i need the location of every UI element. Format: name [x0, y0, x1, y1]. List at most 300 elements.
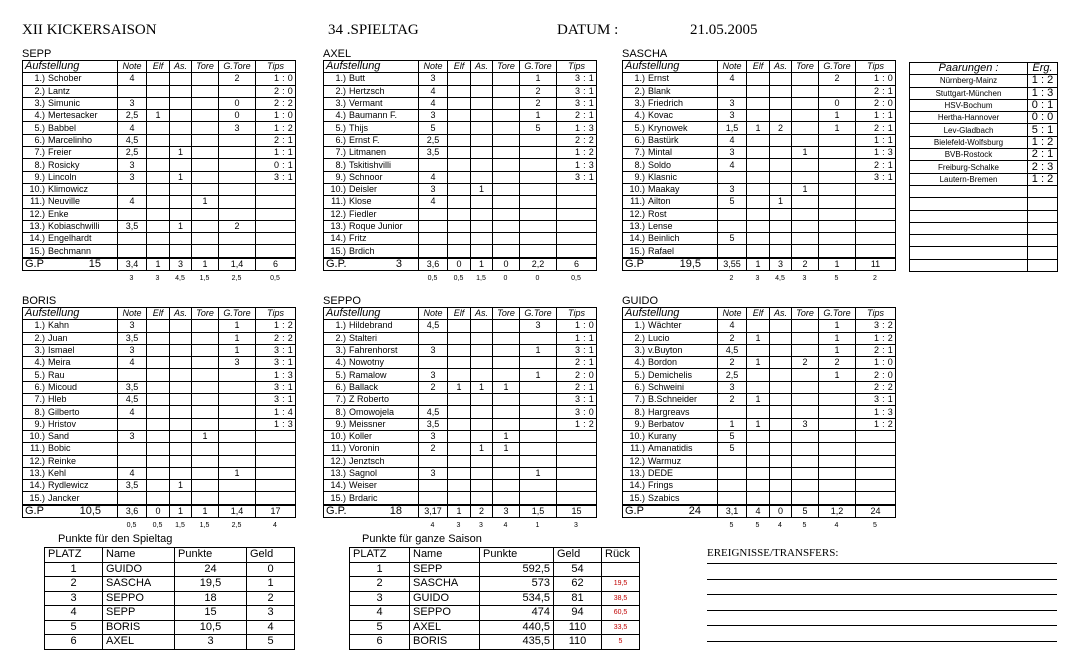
- player-note: 3: [419, 430, 448, 442]
- player-gtore: [819, 171, 856, 183]
- player-as: [471, 147, 493, 159]
- player-number: 10.): [629, 431, 645, 442]
- events-line: [707, 610, 1057, 611]
- standings-geld: 0: [247, 562, 295, 577]
- player-as: [770, 73, 792, 85]
- player-cell: [623, 369, 718, 381]
- player-tip: [856, 492, 896, 505]
- player-gtore: [520, 455, 557, 467]
- player-number: 4.): [34, 110, 45, 121]
- player-gtore: [219, 183, 256, 195]
- pairing-name: BVB-Rostock: [910, 149, 1028, 161]
- player-number: 13.): [629, 468, 645, 478]
- player-elf: [147, 233, 170, 245]
- player-tore: [493, 208, 520, 220]
- player-tip: 3 : 1: [557, 344, 597, 356]
- player-elf: [147, 430, 170, 442]
- player-row: [324, 208, 597, 220]
- player-gtore: 1: [819, 320, 856, 332]
- player-cell: [623, 320, 718, 332]
- player-elf: [448, 406, 471, 418]
- standings-punkte: 573: [480, 577, 554, 592]
- player-gtore: 1: [219, 467, 256, 479]
- points-breakdown-value: 0: [503, 275, 508, 283]
- player-gtore: [219, 245, 256, 258]
- standings-rueck: [602, 562, 640, 577]
- player-elf: [747, 183, 770, 195]
- player-number: 14.): [29, 233, 45, 244]
- player-cell: [324, 85, 419, 97]
- player-row: [23, 381, 296, 393]
- player-note: [118, 233, 147, 245]
- player-as: [770, 171, 792, 183]
- player-row: [623, 147, 896, 159]
- player-tip: 3 : 1: [557, 171, 597, 183]
- standings-punkte: 24: [175, 562, 247, 577]
- events-line: [707, 563, 1057, 564]
- player-as: [471, 430, 493, 442]
- player-row: [324, 97, 597, 109]
- points-breakdown-value: 5: [873, 522, 877, 530]
- player-tip: [256, 183, 296, 195]
- player-cell: [623, 220, 718, 232]
- player-elf: [147, 147, 170, 159]
- standings-platz: 3: [45, 591, 103, 606]
- player-number: 4.): [634, 357, 645, 368]
- standings-punkte: 19,5: [175, 577, 247, 592]
- player-tip: 1 : 2: [856, 418, 896, 430]
- player-as: [471, 110, 493, 122]
- player-row: [324, 467, 597, 479]
- player-row: [23, 122, 296, 134]
- player-tore: [192, 406, 219, 418]
- col-header-tips: Tips: [856, 61, 896, 73]
- points-breakdown-value: 3: [155, 275, 160, 283]
- standings-row: [350, 562, 640, 577]
- standings-row: [45, 620, 295, 635]
- points-breakdown-value: 1,5: [199, 522, 210, 530]
- player-number: 3.): [34, 345, 45, 356]
- player-as: [471, 220, 493, 232]
- pairing-row-empty: [910, 235, 1058, 247]
- player-as: [170, 233, 192, 245]
- player-cell: [623, 97, 718, 109]
- player-as: [170, 85, 192, 97]
- player-row: [324, 455, 597, 467]
- player-number: 2.): [335, 332, 346, 343]
- player-tore: 3: [792, 418, 819, 430]
- col-header-elf: Elf: [448, 61, 471, 73]
- player-note: 3: [419, 73, 448, 85]
- player-tip: [256, 492, 296, 505]
- player-gtore: [520, 394, 557, 406]
- col-header-note: Note: [718, 61, 747, 73]
- total-elf: 4: [747, 505, 770, 518]
- col-header-note: Note: [419, 308, 448, 320]
- player-tore: [493, 97, 520, 109]
- player-row: [324, 245, 597, 258]
- player-as: [170, 455, 192, 467]
- player-number: 9.): [634, 171, 645, 182]
- player-row: [623, 134, 896, 146]
- player-cell: [623, 492, 718, 505]
- player-elf: [747, 97, 770, 109]
- player-name: Brdaric: [349, 492, 378, 503]
- standings-header: Punkte: [480, 548, 554, 563]
- player-tip: 1 : 0: [856, 357, 896, 369]
- col-header-gtore: G.Tore: [520, 61, 557, 73]
- player-cell: [324, 443, 419, 455]
- player-as: [770, 406, 792, 418]
- player-tip: [557, 480, 597, 492]
- player-row: [623, 183, 896, 195]
- date-label: DATUM :: [557, 22, 619, 38]
- standings-header: Punkte: [175, 548, 247, 563]
- player-number: 3.): [34, 98, 45, 109]
- player-elf: [747, 134, 770, 146]
- player-tip: 1 : 3: [856, 406, 896, 418]
- player-gtore: [819, 183, 856, 195]
- total-as: 1: [170, 505, 192, 518]
- gp-label: G.P: [25, 257, 44, 270]
- player-number: 1.): [34, 320, 45, 331]
- player-tore: [493, 369, 520, 381]
- player-cell: [23, 480, 118, 492]
- player-cell: [324, 147, 419, 159]
- player-cell: [623, 430, 718, 442]
- player-name: Marcelinho: [48, 134, 93, 145]
- player-row: [324, 443, 597, 455]
- player-tip: [557, 492, 597, 505]
- player-gtore: 2: [819, 357, 856, 369]
- player-note: 2: [419, 381, 448, 393]
- player-tore: [493, 492, 520, 505]
- gp-cell: [23, 505, 118, 518]
- standings-punkte: 15: [175, 606, 247, 621]
- points-breakdown: [418, 275, 596, 282]
- player-row: [324, 381, 597, 393]
- player-gtore: 1: [520, 467, 557, 479]
- player-as: [170, 492, 192, 505]
- standings-header: Name: [410, 548, 480, 563]
- player-name: DEDE: [648, 468, 674, 478]
- player-tip: 3 : 1: [856, 394, 896, 406]
- points-breakdown-value: 0,5: [571, 275, 581, 283]
- player-row: [623, 320, 896, 332]
- player-elf: [747, 245, 770, 258]
- player-gtore: 2: [219, 220, 256, 232]
- player-tore: [792, 492, 819, 505]
- player-number: 4.): [34, 357, 45, 368]
- player-elf: [147, 480, 170, 492]
- player-tore: [493, 220, 520, 232]
- player-name: Bechmann: [48, 245, 92, 256]
- player-gtore: 0: [819, 97, 856, 109]
- player-gtore: 2: [520, 85, 557, 97]
- player-as: [770, 97, 792, 109]
- player-number: 14.): [629, 480, 645, 491]
- player-number: 11.): [630, 196, 645, 207]
- player-row: [324, 430, 597, 442]
- standings-header: Name: [103, 548, 175, 563]
- player-note: [419, 159, 448, 171]
- player-elf: [448, 369, 471, 381]
- points-breakdown-value: 0,5: [270, 275, 280, 283]
- player-row: [23, 159, 296, 171]
- player-tip: [256, 196, 296, 208]
- player-as: [471, 344, 493, 356]
- player-gtore: [520, 196, 557, 208]
- player-tore: [792, 443, 819, 455]
- player-cell: [623, 418, 718, 430]
- player-row: [324, 492, 597, 505]
- player-tore: [192, 147, 219, 159]
- player-tip: 1 : 4: [256, 406, 296, 418]
- player-note: 4: [118, 406, 147, 418]
- player-note: [718, 467, 747, 479]
- standings-geld: 4: [247, 620, 295, 635]
- player-gtore: 1: [219, 344, 256, 356]
- player-row: [623, 208, 896, 220]
- standings-name: SEPPO: [410, 606, 480, 621]
- player-gtore: [219, 455, 256, 467]
- player-elf: [147, 159, 170, 171]
- player-tore: [192, 394, 219, 406]
- player-cell: [623, 357, 718, 369]
- player-number: 1.): [335, 73, 346, 84]
- player-note: 1,5: [718, 122, 747, 134]
- standings-name: SEPP: [103, 606, 175, 621]
- player-cell: [623, 455, 718, 467]
- team-lineup-table: [323, 60, 597, 271]
- player-tip: 2 : 0: [856, 97, 896, 109]
- player-as: [170, 110, 192, 122]
- col-header-tips: Tips: [856, 308, 896, 320]
- player-tip: 1 : 1: [256, 147, 296, 159]
- col-header-gtore: G.Tore: [819, 308, 856, 320]
- player-row: [623, 406, 896, 418]
- col-header-note: Note: [118, 61, 147, 73]
- player-note: 3: [718, 97, 747, 109]
- player-tore: [192, 110, 219, 122]
- player-note: 2: [718, 394, 747, 406]
- player-row: [23, 220, 296, 232]
- player-cell: [23, 147, 118, 159]
- player-name: Schweini: [648, 381, 685, 392]
- player-note: [718, 480, 747, 492]
- pairing-result: 2 : 1: [1028, 149, 1058, 161]
- player-gtore: [219, 406, 256, 418]
- player-cell: [23, 332, 118, 344]
- player-cell: [324, 159, 419, 171]
- player-gtore: 0: [219, 97, 256, 109]
- gp-label: G.P.: [326, 257, 347, 270]
- player-as: [471, 85, 493, 97]
- player-number: 3.): [335, 345, 346, 356]
- player-name: Fahrenhorst: [349, 345, 398, 356]
- pairing-name: HSV-Bochum: [910, 99, 1028, 111]
- player-elf: [147, 97, 170, 109]
- standings-rueck: 19,5: [602, 577, 640, 592]
- pairing-row-empty: [910, 185, 1058, 197]
- points-breakdown: [117, 275, 295, 282]
- player-row: [324, 73, 597, 85]
- points-breakdown-value: 5: [802, 522, 807, 530]
- player-elf: [448, 443, 471, 455]
- player-gtore: [219, 147, 256, 159]
- player-tore: 1: [493, 381, 520, 393]
- player-name: Ernst: [648, 73, 670, 84]
- player-note: 4,5: [118, 134, 147, 146]
- player-name: Hertzsch: [349, 85, 385, 96]
- player-cell: [23, 159, 118, 171]
- player-as: [471, 455, 493, 467]
- player-as: [770, 357, 792, 369]
- gp-cell: [623, 505, 718, 518]
- player-cell: [324, 406, 419, 418]
- player-elf: [448, 332, 471, 344]
- player-gtore: 1: [520, 110, 557, 122]
- player-name: Freier: [48, 147, 72, 158]
- player-as: [170, 467, 192, 479]
- player-number: 12.): [629, 208, 645, 219]
- standings-geld: 1: [247, 577, 295, 592]
- pairing-name: Freiburg-Schalke: [910, 161, 1028, 173]
- player-note: [718, 406, 747, 418]
- player-number: 11.): [331, 443, 346, 454]
- matchday-standings-table: [44, 547, 295, 650]
- total-elf: 0: [448, 258, 471, 271]
- player-as: [471, 97, 493, 109]
- player-cell: [23, 97, 118, 109]
- standings-name: SASCHA: [103, 577, 175, 592]
- col-header-tips: Tips: [256, 308, 296, 320]
- player-as: [770, 430, 792, 442]
- gp-label: G.P.: [326, 504, 347, 517]
- player-gtore: [819, 147, 856, 159]
- player-gtore: 0: [219, 110, 256, 122]
- points-breakdown-value: 3: [456, 522, 461, 530]
- player-tore: [192, 183, 219, 195]
- player-cell: [324, 381, 419, 393]
- player-as: [770, 455, 792, 467]
- standings-geld: 94: [554, 606, 602, 621]
- standings-geld: 5: [247, 635, 295, 650]
- player-number: 8.): [634, 159, 645, 170]
- pairing-name: Bielefeld-Wolfsburg: [910, 136, 1028, 148]
- player-gtore: 3: [219, 357, 256, 369]
- total-as: 0: [770, 505, 792, 518]
- player-cell: [623, 147, 718, 159]
- total-as: 1: [471, 258, 493, 271]
- col-header-tips: Tips: [557, 308, 597, 320]
- player-gtore: [219, 134, 256, 146]
- player-note: 4: [118, 73, 147, 85]
- player-name: Fiedler: [349, 208, 377, 219]
- player-elf: [448, 430, 471, 442]
- player-tip: [856, 208, 896, 220]
- player-row: [623, 467, 896, 479]
- player-number: 14.): [629, 233, 645, 244]
- player-cell: [23, 122, 118, 134]
- player-cell: [324, 357, 419, 369]
- player-gtore: 1: [520, 344, 557, 356]
- player-note: [419, 480, 448, 492]
- player-gtore: [219, 171, 256, 183]
- player-cell: [623, 245, 718, 258]
- player-name: Deisler: [349, 184, 378, 195]
- player-tore: [192, 159, 219, 171]
- player-name: Hargreavs: [648, 406, 690, 417]
- points-breakdown-value: 0: [535, 275, 540, 283]
- col-header-gtore: G.Tore: [520, 308, 557, 320]
- player-tore: [792, 110, 819, 122]
- player-as: [471, 492, 493, 505]
- player-number: 12.): [29, 455, 45, 466]
- player-name: Thijs: [349, 122, 369, 133]
- points-breakdown-value: 3: [574, 522, 578, 530]
- col-header-as: As.: [170, 308, 192, 320]
- player-number: 11.): [630, 443, 645, 454]
- col-header-as: As.: [471, 61, 493, 73]
- gp-label: G.P: [25, 504, 44, 517]
- player-row: [623, 381, 896, 393]
- player-row: [623, 159, 896, 171]
- player-tip: 2 : 0: [557, 369, 597, 381]
- player-as: 1: [170, 171, 192, 183]
- pairing-result: [1028, 247, 1058, 259]
- pairing-result: 1 : 3: [1028, 87, 1058, 99]
- player-note: [118, 208, 147, 220]
- points-breakdown-value: 5: [834, 275, 839, 283]
- player-name: Mintal: [648, 147, 673, 158]
- player-tip: [856, 245, 896, 258]
- player-number: 15.): [629, 245, 645, 256]
- player-as: [170, 394, 192, 406]
- player-gtore: 1: [819, 110, 856, 122]
- player-cell: [623, 406, 718, 418]
- player-tore: 1: [192, 196, 219, 208]
- points-breakdown: [717, 275, 895, 282]
- player-as: [770, 320, 792, 332]
- col-header-elf: Elf: [747, 61, 770, 73]
- player-row: [23, 357, 296, 369]
- player-note: 3,5: [118, 381, 147, 393]
- player-tore: [493, 85, 520, 97]
- player-elf: [747, 73, 770, 85]
- player-name: Lantz: [48, 85, 71, 96]
- player-number: 12.): [330, 455, 346, 466]
- player-number: 9.): [634, 418, 645, 429]
- standings-punkte: 592,5: [480, 562, 554, 577]
- gp-value: 18: [389, 504, 402, 517]
- player-cell: [324, 196, 419, 208]
- team-manager-name: SEPPO: [323, 295, 361, 307]
- points-breakdown: [717, 522, 895, 529]
- player-tip: 1 : 2: [856, 332, 896, 344]
- player-tip: 0 : 1: [256, 159, 296, 171]
- col-header-tore: Tore: [792, 308, 819, 320]
- player-number: 8.): [335, 159, 346, 170]
- player-as: [170, 332, 192, 344]
- player-row: [23, 406, 296, 418]
- player-as: [471, 233, 493, 245]
- player-note: [718, 208, 747, 220]
- player-as: 2: [770, 122, 792, 134]
- player-cell: [324, 344, 419, 356]
- player-as: [170, 369, 192, 381]
- player-note: 3,5: [118, 332, 147, 344]
